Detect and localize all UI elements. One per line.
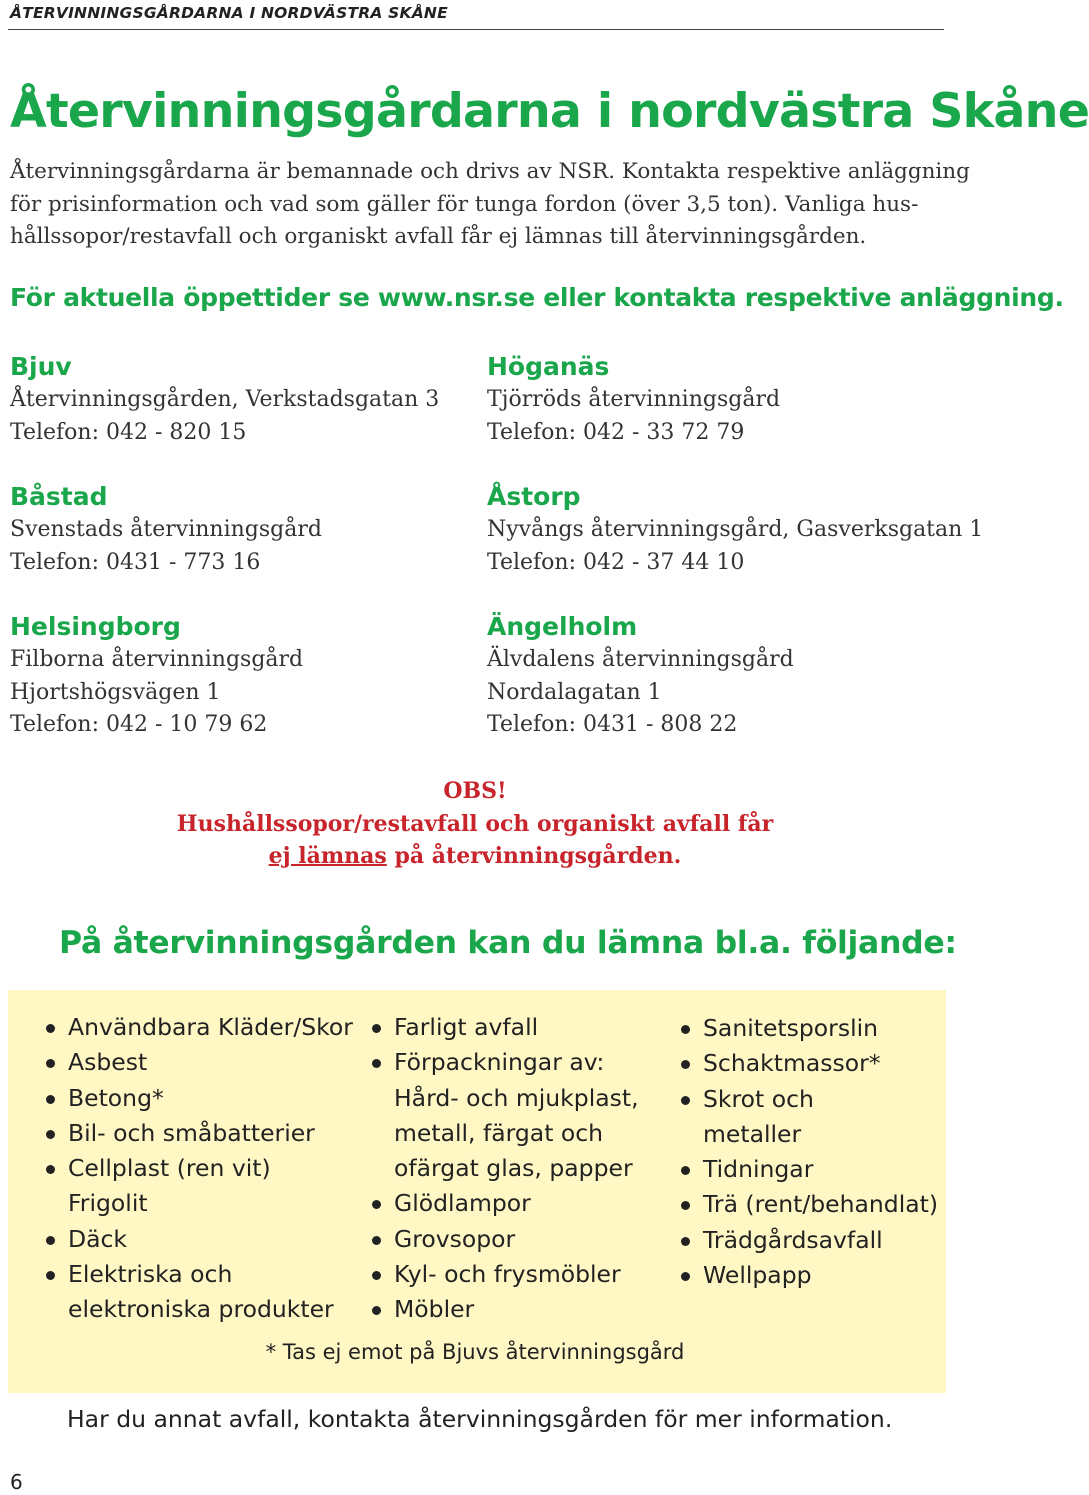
header-rule — [8, 29, 944, 30]
obs-line — [0, 840, 950, 873]
closing-note: Har du annat avfall, kontakta återvinningsgården för mer information. — [67, 1405, 893, 1433]
site-address: Återvinningsgården, Verkstadsgatan 3 — [10, 387, 440, 412]
accepted-items-title: På återvinningsgården kan du lämna bl.a. följande: — [59, 925, 957, 961]
list-item-continuation: Frigolit — [68, 1189, 148, 1218]
site-phone: Telefon: 0431 - 808 22 — [487, 712, 738, 737]
running-header: ÅTERVINNINGSGÅRDARNA I NORDVÄSTRA SKÅNE — [10, 4, 448, 22]
site-address: Älvdalens återvinningsgård — [487, 647, 794, 672]
site-street: Nordalagatan 1 — [487, 679, 662, 705]
items-column-3 — [681, 1011, 938, 1293]
list-item: Cellplast (ren vit) — [46, 1151, 353, 1186]
site-name: Helsingborg — [10, 612, 181, 641]
site-phone: Telefon: 042 - 820 15 — [10, 419, 247, 445]
items-column-1 — [46, 1010, 353, 1328]
site-phone: Telefon: 042 - 37 44 10 — [487, 549, 745, 575]
list-item: Elektriska och — [46, 1257, 353, 1292]
site-bjuv — [10, 350, 485, 449]
site-phone: Telefon: 042 - 10 79 62 — [10, 712, 268, 737]
site-address: Svenstads återvinningsgård — [10, 517, 322, 542]
site-name: Bjuv — [10, 352, 72, 381]
list-item: Grovsopor — [372, 1222, 639, 1257]
list-item: Tidningar — [681, 1152, 938, 1187]
opening-hours-note: För aktuella öppettider se www.nsr.se eller kontakta respektive anläggning. — [10, 283, 1064, 312]
site-phone: Telefon: 0431 - 773 16 — [10, 549, 261, 575]
obs-line-rest: på återvinningsgården. — [386, 843, 682, 869]
list-item: Sanitetsporslin — [681, 1011, 938, 1046]
site-address: Filborna återvinningsgård — [10, 647, 304, 672]
list-item-continuation: ofärgat glas, papper — [394, 1154, 633, 1183]
site-angelholm — [487, 610, 962, 742]
site-name: Båstad — [10, 482, 108, 511]
site-address: Tjörröds återvinningsgård — [487, 387, 781, 412]
list-item: Trädgårdsavfall — [681, 1223, 938, 1258]
list-item: Schaktmassor* — [681, 1046, 938, 1081]
intro-line: hållssopor/restavfall och organiskt avfall får ej lämnas till återvinningsgården. — [10, 224, 867, 249]
obs-notice — [0, 775, 950, 873]
intro-paragraph — [10, 156, 970, 254]
list-item: Farligt avfall — [372, 1010, 639, 1045]
list-item: Skrot och — [681, 1082, 938, 1117]
obs-line: Hushållssopor/restavfall och organiskt avfall får — [176, 810, 774, 837]
page-number: 6 — [10, 1470, 23, 1494]
site-astorp — [487, 480, 984, 579]
list-item: Däck — [46, 1222, 353, 1257]
list-item: Glödlampor — [372, 1186, 639, 1221]
intro-line: Återvinningsgårdarna är bemannade och drivs av NSR. Kontakta respektive anläggning — [10, 159, 970, 184]
site-name: Ängelholm — [487, 612, 638, 641]
intro-line: för prisinformation och vad som gäller för tunga fordon (över 3,5 ton). Vanliga hus- — [10, 191, 919, 217]
site-address: Nyvångs återvinningsgård, Gasverksgatan 1 — [487, 517, 984, 542]
list-item: Förpackningar av: — [372, 1045, 639, 1080]
list-item-continuation: Hård- och mjukplast, — [394, 1083, 639, 1112]
list-item: Wellpapp — [681, 1258, 938, 1293]
list-item: Möbler — [372, 1292, 639, 1327]
list-item: Kyl- och frysmöbler — [372, 1257, 639, 1292]
obs-underlined: ej lämnas — [268, 843, 387, 869]
list-item: Bil- och småbatterier — [46, 1116, 353, 1151]
items-column-2 — [372, 1010, 639, 1328]
obs-heading: OBS! — [443, 778, 507, 804]
site-bastad — [10, 480, 485, 579]
site-street: Hjortshögsvägen 1 — [10, 679, 221, 705]
site-hoganas — [487, 350, 962, 449]
list-item-continuation: elektroniska produkter — [68, 1295, 334, 1324]
site-helsingborg — [10, 610, 485, 742]
list-item: Användbara Kläder/Skor — [46, 1010, 353, 1045]
list-item-continuation: metall, färgat och — [394, 1118, 604, 1147]
list-item: Asbest — [46, 1045, 353, 1080]
site-name: Åstorp — [487, 482, 581, 511]
page-title: Återvinningsgårdarna i nordvästra Skåne — [10, 84, 1089, 139]
site-name: Höganäs — [487, 352, 610, 381]
list-item-continuation: metaller — [703, 1119, 802, 1148]
list-item: Betong* — [46, 1081, 353, 1116]
footnote: * Tas ej emot på Bjuvs återvinningsgård — [265, 1340, 685, 1364]
list-item: Trä (rent/behandlat) — [681, 1187, 938, 1222]
site-phone: Telefon: 042 - 33 72 79 — [487, 419, 745, 445]
